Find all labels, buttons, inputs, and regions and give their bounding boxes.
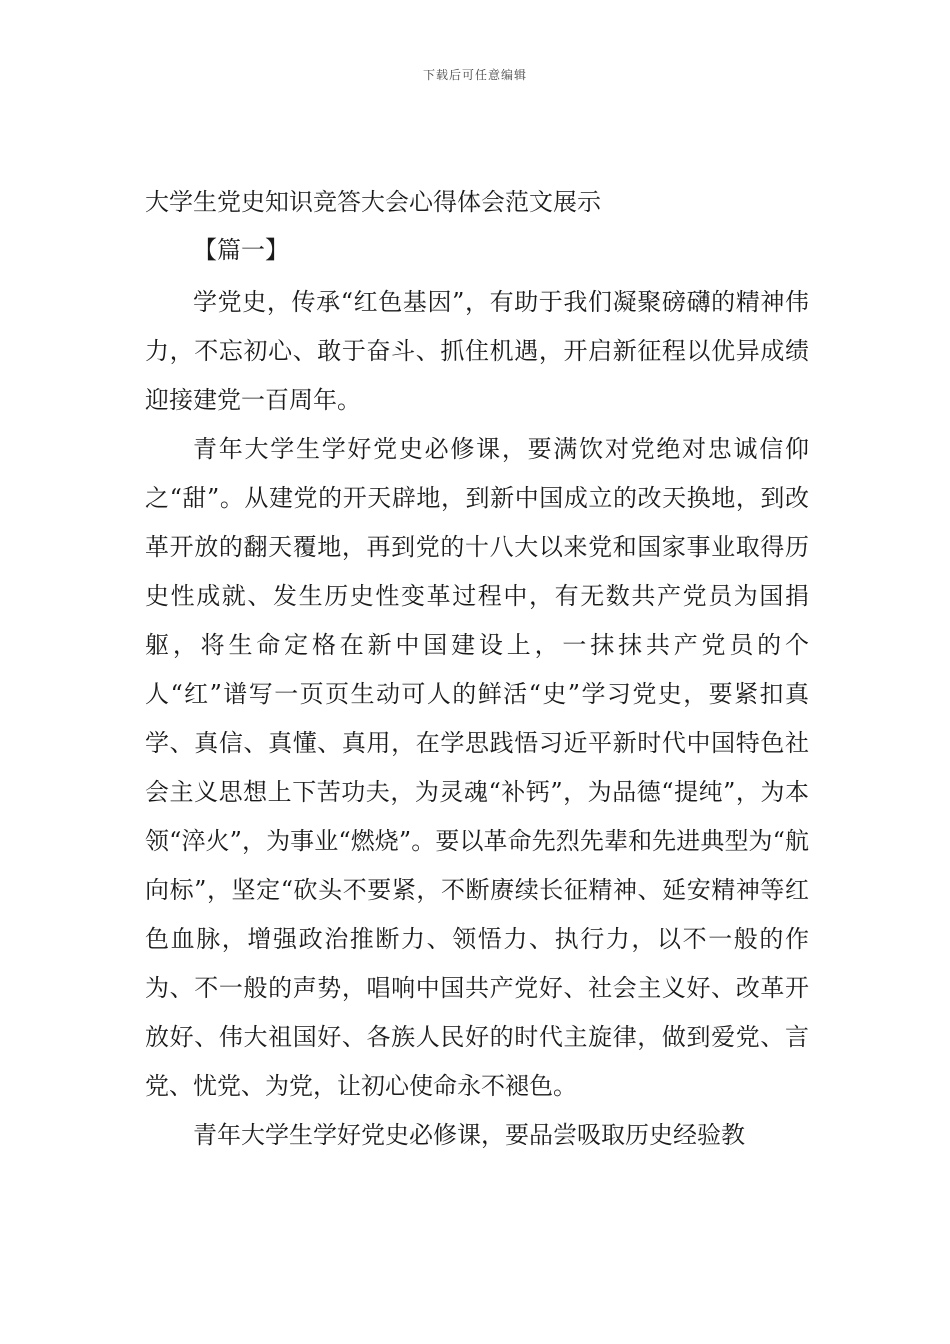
paragraph-2: 青年大学生学好党史必修课，要满饮对党绝对忠诚信仰之“甜”。从建党的开天辟地，到新中国成立的改天换地，到改革开放的翻天覆地，再到党的十八大以来党和国家事业取得历史性成就、发生历史性变革过程中，有无数共产党员为国捐躯，将生命定格在新中国建设上，一抹抹共产党员的个人“红”谱写一页页生动可人的鲜活“史”学习党史，要紧扣真学、真信、真懂、真用，在学思践悟习近平新时代中国特色社会主义思想上下苦功夫，为灵魂“补钙”，为品德“提纯”，为本领“淬火”，为事业“燃烧”。要以革命先烈先辈和先进典型为“航向标”，坚定“砍头不要紧，不断赓续长征精神、延安精神等红色血脉，增强政治推断力、领悟力、执行力，以不一般的作为、不一般的声势，唱响中国共产党好、社会主义好、改革开放好、伟大祖国好、各族人民好的时代主旋律，做到爱党、言党、忧党、为党，让初心使命永不褪色。: [145, 435, 809, 1100]
section-label: 【篇一】: [193, 236, 289, 264]
document-title: 大学生党史知识竞答大会心得体会范文展示: [145, 188, 601, 216]
document-body: [145, 178, 809, 1160]
header-note: 下载后可任意编辑: [422, 68, 527, 82]
paragraph-3: 青年大学生学好党史必修课，要品尝吸取历史经验教: [193, 1121, 745, 1149]
paragraph-1: 学党史，传承“红色基因”，有助于我们凝聚磅礴的精神伟力，不忘初心、敢于奋斗、抓住机遇，开启新征程以优异成绩迎接建党一百周年。: [145, 288, 809, 414]
